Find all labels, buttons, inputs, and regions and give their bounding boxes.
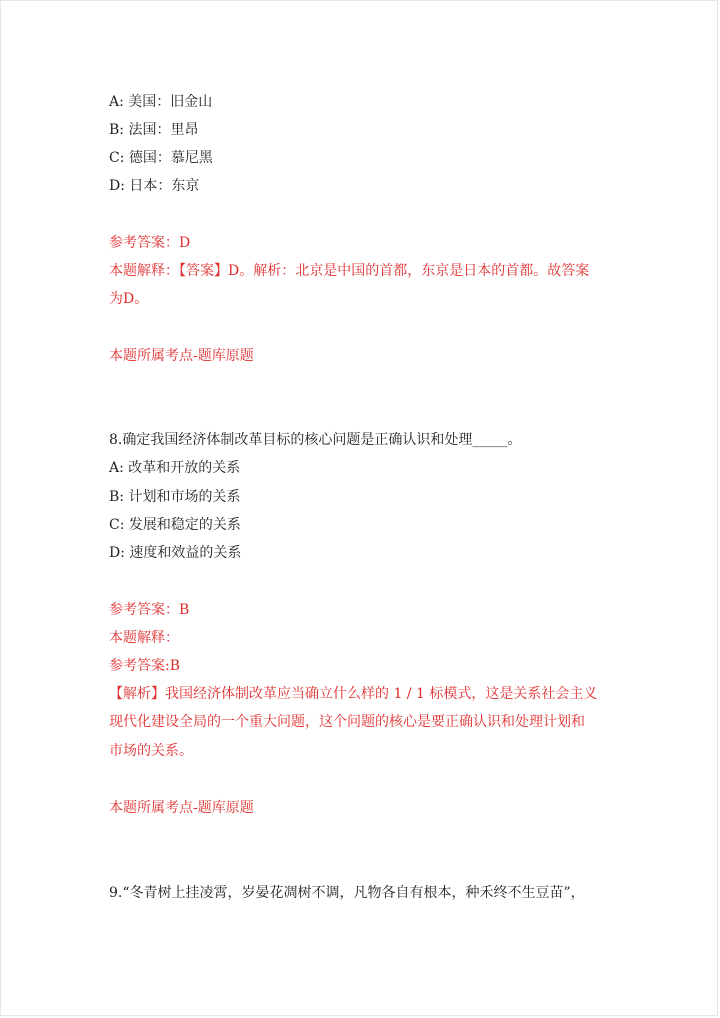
- q7-explanation-line1: 本题解释：【答案】D。解析：北京是中国的首都，东京是日本的首都。故答案: [109, 263, 590, 279]
- q8-option-d: D: 速度和效益的关系: [109, 545, 242, 561]
- q8-question: 8.确定我国经济体制改革目标的核心问题是正确认识和处理_____。: [109, 432, 522, 448]
- q8-analysis-line1: 【解析】我国经济体制改革应当确立什么样的 1 / 1 标模式，这是关系社会主义: [109, 686, 598, 702]
- q8-option-a: A: 改革和开放的关系: [109, 460, 241, 476]
- q9-question: 9.“冬青树上挂凌霄，岁晏花凋树不调，凡物各自有根本，种禾终不生豆苗”，: [109, 885, 585, 901]
- q7-option-b: B: 法国：里昂: [109, 122, 199, 138]
- q8-analysis-line3: 市场的关系。: [109, 743, 193, 759]
- q8-option-b: B: 计划和市场的关系: [109, 489, 241, 505]
- q8-explanation-label: 本题解释：: [109, 630, 179, 646]
- q8-analysis-line2: 现代化建设全局的一个重大问题，这个问题的核心是要正确认识和处理计划和: [109, 714, 585, 730]
- q7-option-d: D: 日本：东京: [109, 178, 200, 194]
- q8-option-c: C: 发展和稳定的关系: [109, 517, 241, 533]
- q8-answer-repeat: 参考答案:B: [109, 658, 181, 674]
- q8-source: 本题所属考点-题库原题: [109, 800, 254, 816]
- q7-option-a: A: 美国：旧金山: [109, 94, 213, 110]
- q8-answer: 参考答案：B: [109, 602, 190, 618]
- q7-source: 本题所属考点-题库原题: [109, 348, 254, 364]
- q7-option-c: C: 德国：慕尼黑: [109, 150, 213, 166]
- q7-explanation-line2: 为D。: [109, 291, 149, 307]
- q7-answer: 参考答案：D: [109, 235, 191, 251]
